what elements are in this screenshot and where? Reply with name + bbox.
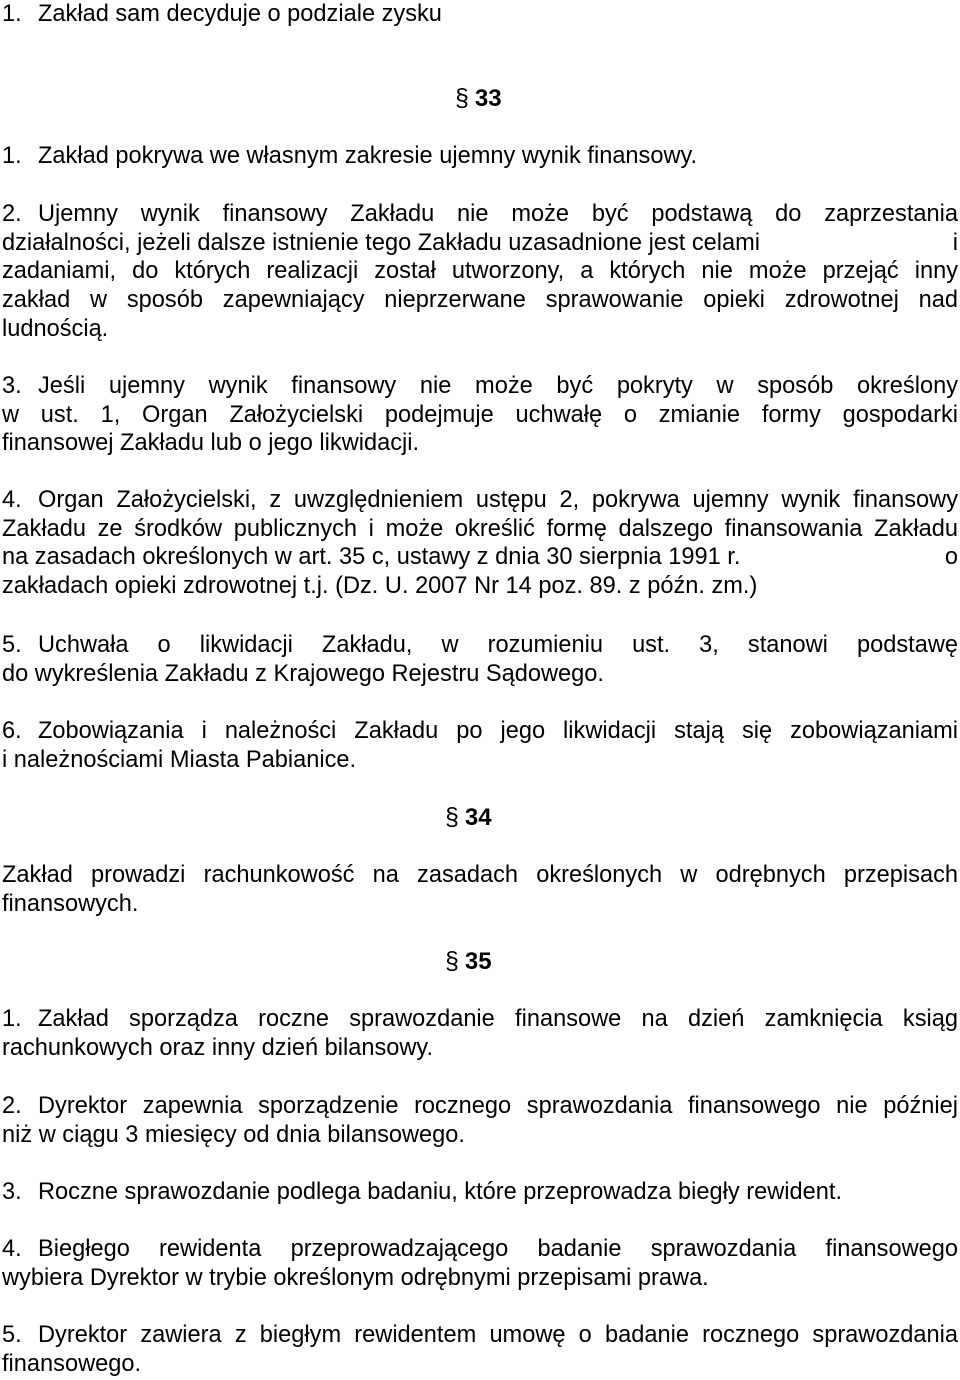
text-line	[2, 717, 958, 746]
text-line	[2, 142, 958, 171]
line-text: Biegłego rewidenta przeprowadzającego badanie sprawozdania finansowego	[38, 1236, 958, 1262]
paragraph	[2, 861, 958, 918]
section-heading	[455, 84, 502, 114]
text-line	[2, 200, 958, 229]
line-text: rachunkowych oraz inny dzień bilansowy.	[2, 1034, 434, 1061]
line-text: finansowego.	[2, 1350, 142, 1377]
text-line	[2, 229, 958, 258]
text-line	[2, 286, 958, 315]
paragraph	[2, 486, 958, 601]
section-number: 35	[464, 948, 492, 975]
line-text: na zasadach określonych w art. 35 c, ustawy z dnia 30 sierpnia 1991 r.	[2, 544, 741, 571]
paragraph	[2, 1178, 958, 1207]
line-text: Dyrektor zawiera z biegłym rewidentem umowę o badanie rocznego sprawozdania	[38, 1322, 958, 1348]
line-text: Organ Założycielski, z uwzględnieniem ustępu 2, pokrywa ujemny wynik finansowy	[38, 487, 958, 513]
paragraph	[2, 200, 958, 343]
paragraph-number: 3.	[2, 1179, 22, 1205]
line-text: zakład w sposób zapewniający nieprzerwane sprawowanie opieki zdrowotnej nad	[2, 287, 958, 314]
line-text: ludnością.	[2, 315, 109, 342]
text-line	[2, 890, 958, 919]
text-line	[2, 660, 958, 689]
text-line	[2, 401, 958, 430]
line-text: niż w ciągu 3 miesięcy od dnia bilansowego.	[2, 1121, 465, 1148]
section-heading	[445, 947, 492, 977]
text-line	[2, 572, 958, 601]
line-text: Ujemny wynik finansowy Zakładu nie może być podstawą do zaprzestania	[38, 201, 958, 227]
paragraph-number: 1.	[2, 143, 22, 169]
line-text: wybiera Dyrektor w trybie określonym odrębnymi przepisami prawa.	[2, 1264, 709, 1291]
text-line	[2, 1350, 958, 1379]
line-text: do wykreślenia Zakładu z Krajowego Rejestru Sądowego.	[2, 660, 604, 687]
text-line	[2, 1034, 958, 1063]
paragraph	[2, 717, 958, 774]
paragraph-number: 5.	[2, 1322, 22, 1348]
paragraph-number: 1.	[2, 1, 22, 27]
line-text: zakładach opieki zdrowotnej t.j. (Dz. U. 2007 Nr 14 poz. 89. z późn. zm.)	[2, 573, 758, 600]
text-line	[2, 429, 958, 458]
text-line	[2, 1321, 958, 1350]
text-line	[2, 543, 958, 572]
line-text: i	[952, 229, 958, 256]
line-text: Roczne sprawozdanie podlega badaniu, które przeprowadza biegły rewident.	[38, 1179, 842, 1205]
paragraph-number: 2.	[2, 1093, 22, 1119]
paragraph-number: 6.	[2, 718, 22, 744]
line-text: Zakład sporządza roczne sprawozdanie finansowe na dzień zamknięcia ksiąg	[38, 1006, 958, 1032]
paragraph	[2, 1321, 958, 1378]
text-line	[2, 861, 958, 890]
section-symbol: §	[445, 803, 459, 831]
line-text: finansowej Zakładu lub o jego likwidacji.	[2, 430, 420, 457]
text-line	[2, 1178, 958, 1207]
line-text: Zakład sam decyduje o podziale zysku	[38, 1, 442, 27]
text-line	[2, 486, 958, 515]
text-line	[2, 1235, 958, 1264]
line-text: Uchwała o likwidacji Zakładu, w rozumieniu ust. 3, stanowi podstawę	[38, 632, 958, 658]
paragraph	[2, 1092, 958, 1149]
line-text: Zakład prowadzi rachunkowość na zasadach określonych w odrębnych przepisach	[2, 862, 958, 888]
text-line	[2, 315, 958, 344]
text-line	[2, 0, 958, 29]
text-line	[2, 1121, 958, 1150]
paragraph	[2, 1235, 958, 1292]
section-number: 33	[474, 85, 502, 112]
text-line	[2, 515, 958, 544]
line-text: Zakład pokrywa we własnym zakresie ujemny wynik finansowy.	[38, 143, 698, 169]
text-line	[2, 257, 958, 286]
line-text: Dyrektor zapewnia sporządzenie rocznego sprawozdania finansowego nie później	[38, 1093, 958, 1119]
paragraph	[2, 142, 958, 171]
text-line	[2, 631, 958, 660]
line-text: w ust. 1, Organ Założycielski podejmuje uchwałę o zmianie formy gospodarki	[2, 401, 958, 428]
line-text: Jeśli ujemny wynik finansowy nie może być pokryty w sposób określony	[38, 373, 958, 399]
text-line	[2, 1264, 958, 1293]
line-text: o	[944, 544, 958, 571]
text-line	[2, 1005, 958, 1034]
section-heading	[445, 803, 492, 833]
section-symbol: §	[445, 947, 459, 975]
text-line	[2, 372, 958, 401]
line-text: i należnościami Miasta Pabianice.	[2, 746, 357, 773]
paragraph	[2, 631, 958, 688]
paragraph-number: 5.	[2, 632, 22, 658]
section-number: 34	[464, 804, 492, 831]
paragraph	[2, 372, 958, 458]
paragraph-number: 3.	[2, 373, 22, 399]
line-text: zadaniami, do których realizacji został utworzony, a których nie może przejąć inny	[2, 258, 958, 285]
text-line	[2, 1092, 958, 1121]
line-text: Zakładu ze środków publicznych i może określić formę dalszego finansowania Zakładu	[2, 515, 958, 542]
line-text: Zobowiązania i należności Zakładu po jego likwidacji stają się zobowiązaniami	[38, 718, 958, 744]
line-text: finansowych.	[2, 890, 139, 917]
paragraph-number: 4.	[2, 487, 22, 513]
line-text: działalności, jeżeli dalsze istnienie tego Zakładu uzasadnione jest celami	[2, 229, 761, 256]
paragraph-number: 1.	[2, 1006, 22, 1032]
text-line	[2, 746, 958, 775]
paragraph	[2, 1005, 958, 1062]
paragraph	[2, 0, 958, 29]
paragraph-number: 2.	[2, 201, 22, 227]
paragraph-number: 4.	[2, 1236, 22, 1262]
section-symbol: §	[455, 84, 469, 112]
